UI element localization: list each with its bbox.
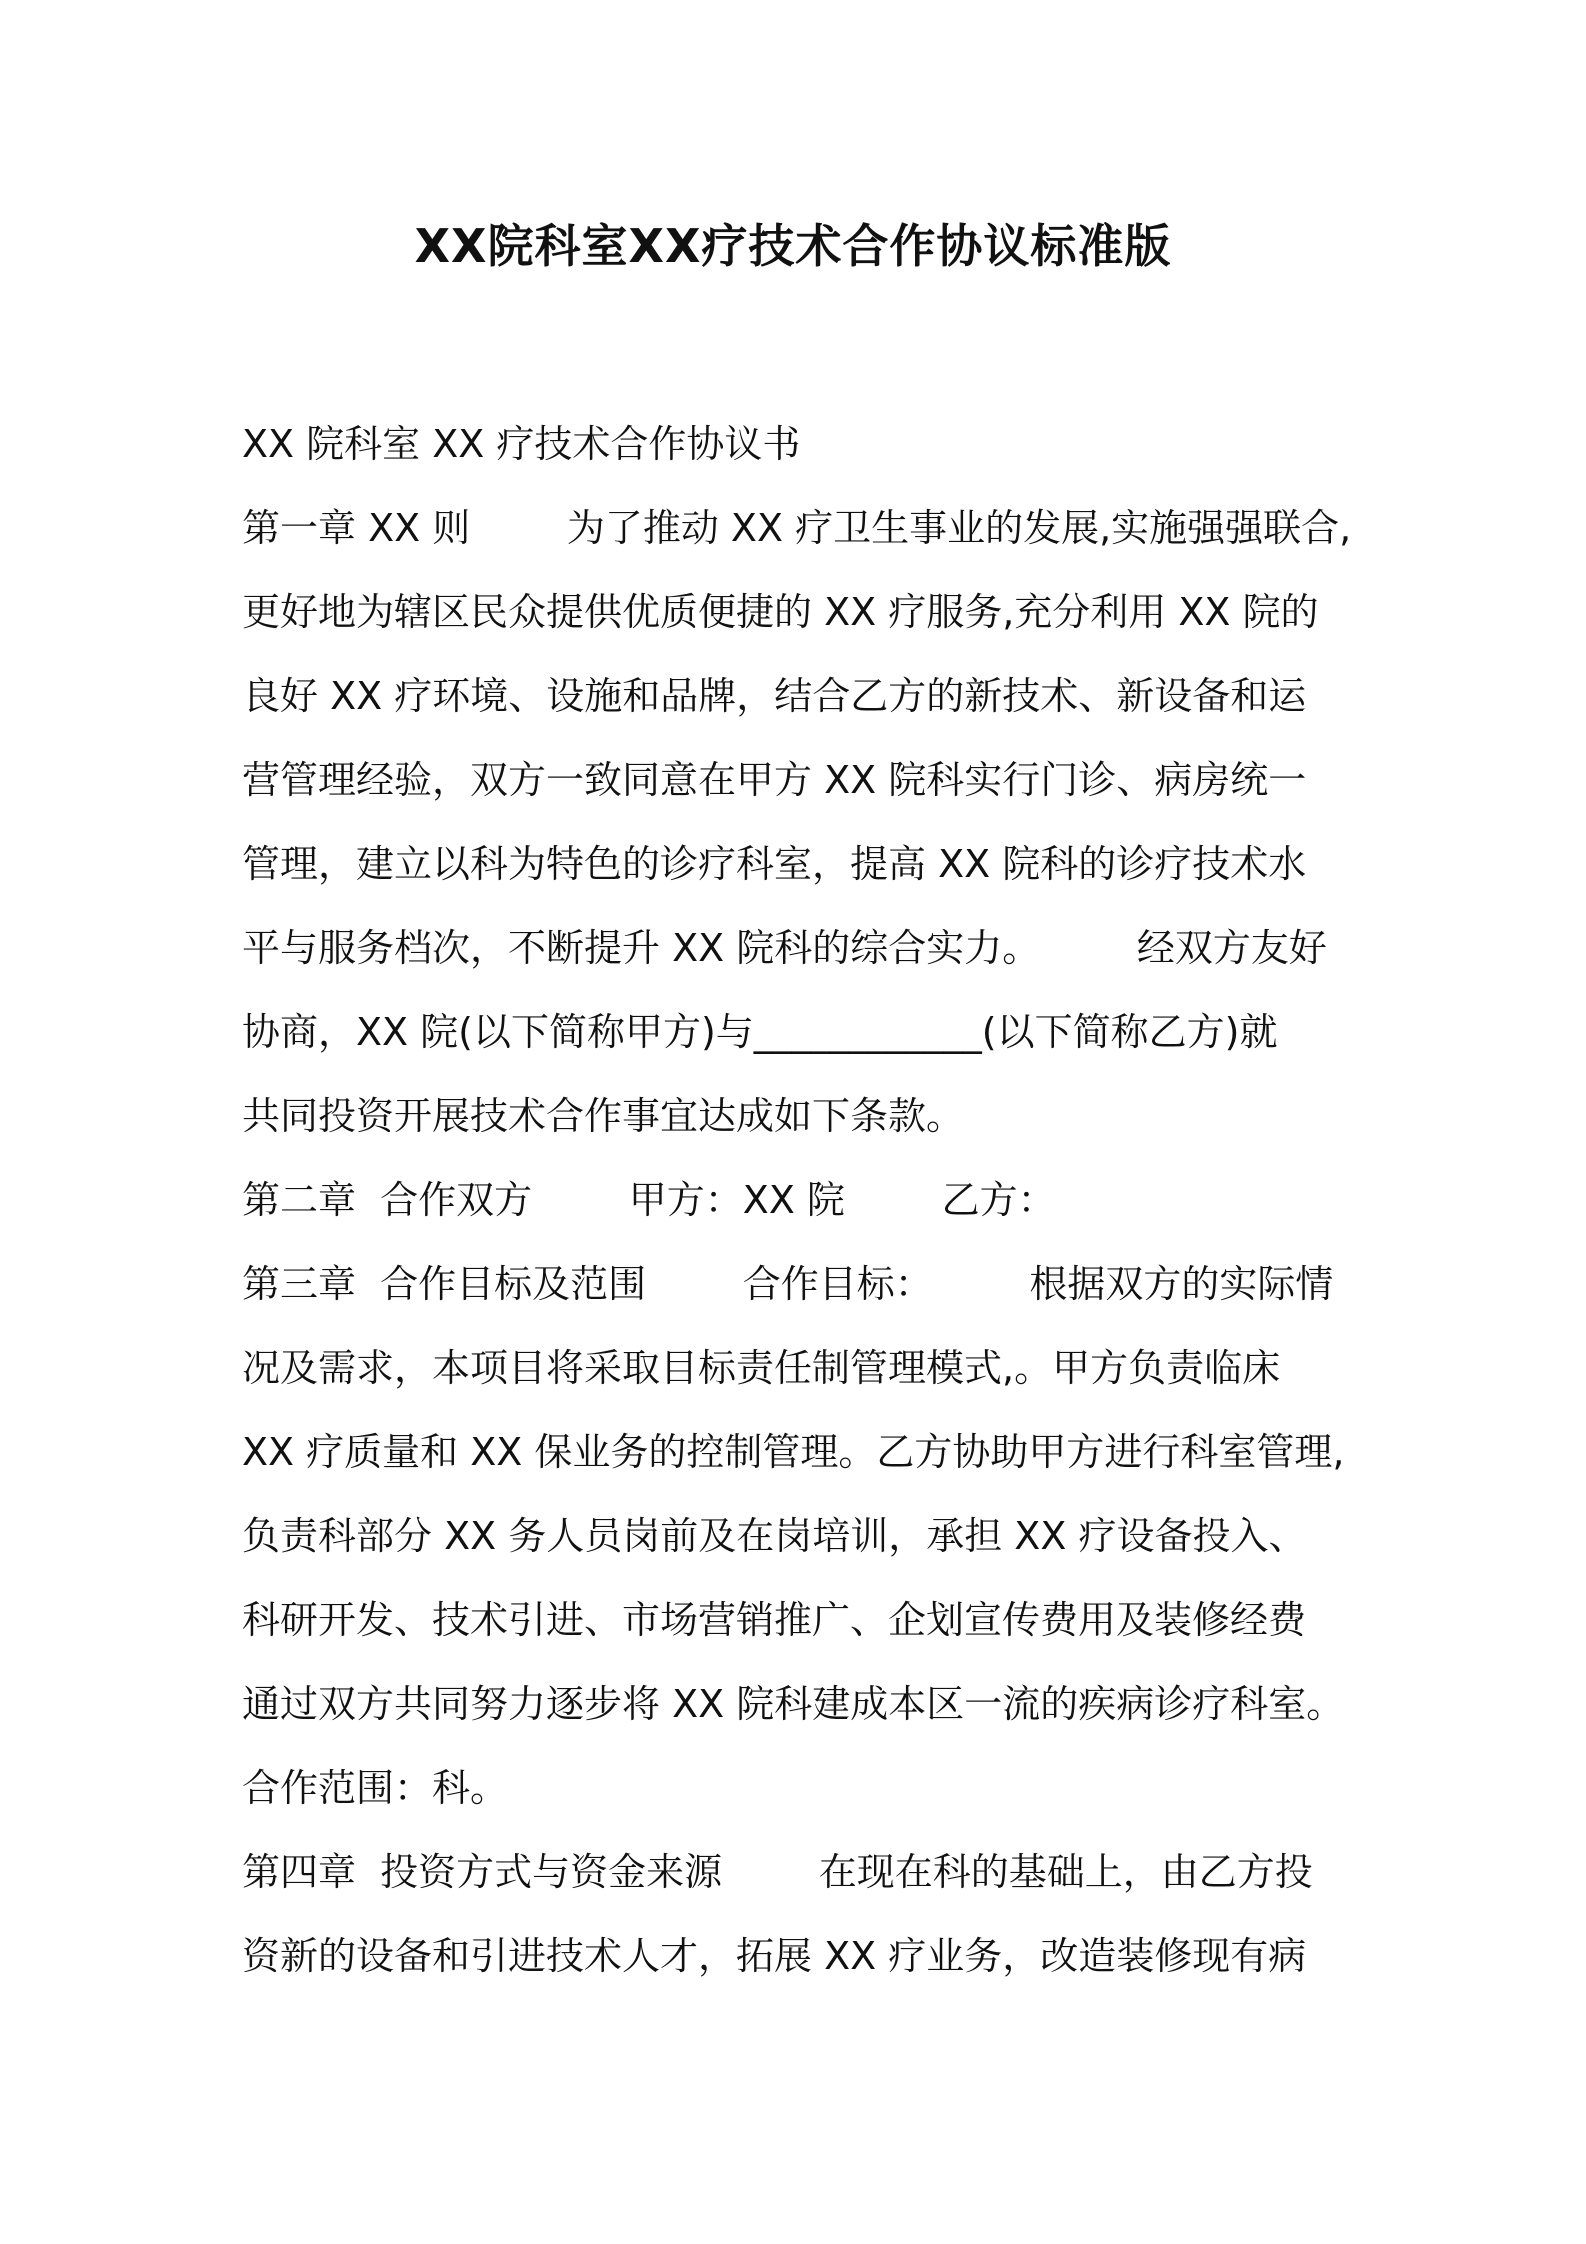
text-line: 合作范围：科。 — [242, 1766, 509, 1810]
text-line: 良好 XX 疗环境、设施和品牌，结合乙方的新技术、新设备和运 — [242, 674, 1307, 718]
text-line: 营管理经验，双方一致同意在甲方 XX 院科实行门诊、病房统一 — [242, 758, 1307, 802]
text-line: 第四章 投资方式与资金来源 在现在科的基础上，由乙方投 — [242, 1850, 1313, 1894]
document-title: XX院科室XX疗技术合作协议标准版 — [414, 219, 1172, 273]
text-line: 通过双方共同努力逐步将 XX 院科建成本区一流的疾病诊疗科室。 — [242, 1682, 1345, 1726]
text-line: 资新的设备和引进技术人才，拓展 XX 疗业务，改造装修现有病 — [242, 1934, 1307, 1978]
text-line: 协商，XX 院(以下简称甲方)与____________(以下简称乙方)就 — [242, 1010, 1278, 1054]
text-line: XX 院科室 XX 疗技术合作协议书 — [242, 422, 801, 466]
text-line: 第一章 XX 则 为了推动 XX 疗卫生事业的发展,实施强强联合, — [242, 506, 1352, 550]
text-line: XX 疗质量和 XX 保业务的控制管理。乙方协助甲方进行科室管理, — [242, 1430, 1345, 1474]
text-line: 负责科部分 XX 务人员岗前及在岗培训，承担 XX 疗设备投入、 — [242, 1514, 1307, 1558]
text-line: 科研开发、技术引进、市场营销推广、企划宣传费用及装修经费 — [242, 1598, 1307, 1642]
text-line: 第三章 合作目标及范围 合作目标： 根据双方的实际情 — [242, 1262, 1334, 1306]
text-line: 更好地为辖区民众提供优质便捷的 XX 疗服务,充分利用 XX 院的 — [242, 590, 1319, 634]
text-line: 第二章 合作双方 甲方：XX 院 乙方： — [242, 1178, 1056, 1222]
text-line: 管理，建立以科为特色的诊疗科室，提高 XX 院科的诊疗技术水 — [242, 842, 1307, 886]
text-line: 况及需求，本项目将采取目标责任制管理模式,。甲方负责临床 — [242, 1346, 1281, 1390]
text-line: 平与服务档次，不断提升 XX 院科的综合实力。 经双方友好 — [242, 926, 1327, 970]
document-body — [242, 402, 1372, 1998]
text-line: 共同投资开展技术合作事宜达成如下条款。 — [242, 1094, 965, 1138]
